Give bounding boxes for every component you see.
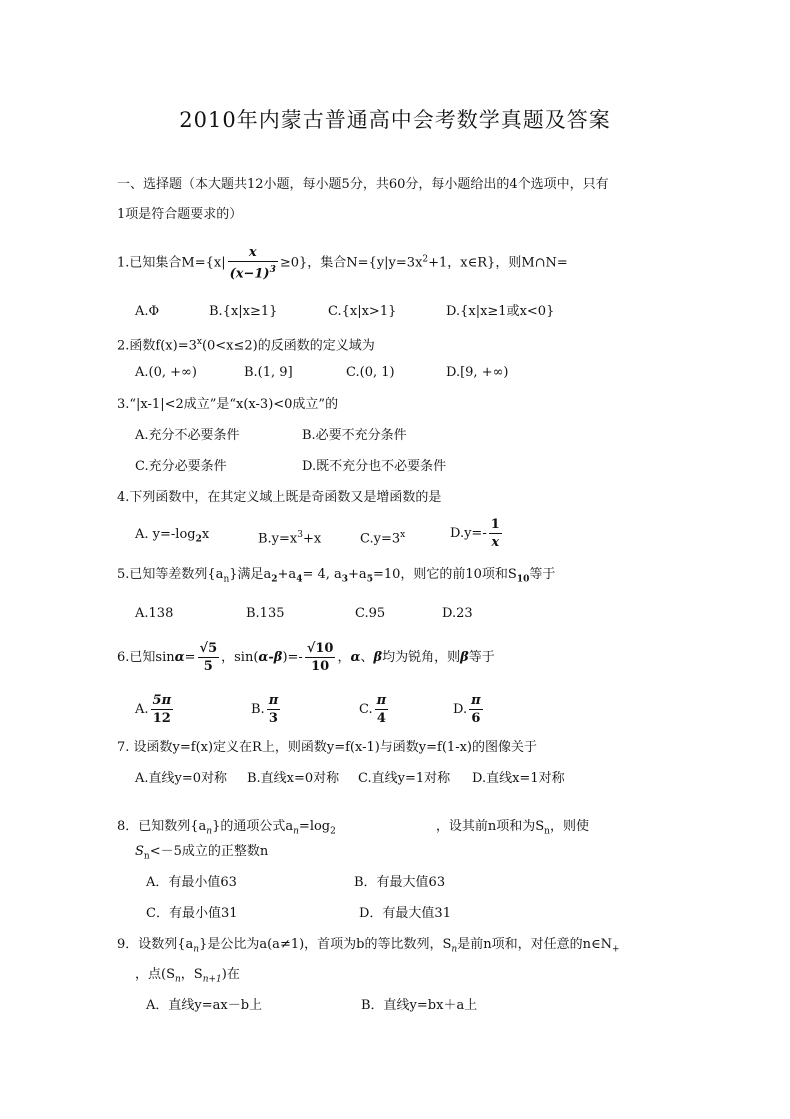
question-9-stem-line-2: ，点($S_n$，$S_{n+1}$)在 <box>135 967 240 985</box>
question-7-stem: 7. 设函数y=f(x)定义在R上，则函数y=f(x-1)与函数y=f(1-x)的图像关于 <box>117 740 537 755</box>
q1-option-b: B.{x|x≥1} <box>209 304 278 319</box>
q1-option-d: D.{x|x≥1或x<0} <box>446 304 555 319</box>
page-title: 2010年内蒙古普通高中会考数学真题及答案 <box>179 108 611 132</box>
q5-option-b: B.135 <box>246 606 285 621</box>
question-5-stem: 5.已知等差数列$\{a_n\}$满足$a_2+a_4= 4$, $a_3+a_5=10$，则它的前10项和$S_{10}$等于 <box>117 567 556 585</box>
section-header-line-2: 1项是符合题要求的） <box>117 207 243 222</box>
q6-option-b: B. $\frac{\pi}{3}$ <box>251 693 279 726</box>
q4-d-fraction: $\frac{1}{x}$ <box>490 517 500 550</box>
q1-option-c: C.{x|x>1} <box>328 304 397 319</box>
q6-fraction-sqrt5: $\frac{√5}{5}$ <box>199 641 218 674</box>
q3-option-a: A.充分不必要条件 <box>135 428 240 443</box>
q2-option-a: A.(0, +∞) <box>135 365 197 380</box>
q7-option-a: A.直线y=0对称 <box>135 771 228 786</box>
q5-option-a: A.138 <box>135 606 174 621</box>
q8-option-a: A．有最小值63 <box>146 875 237 890</box>
q2-option-c: C.(0, 1) <box>346 365 395 380</box>
q6-option-d: D. $\frac{\pi}{6}$ <box>453 693 481 726</box>
q6-option-c: C. $\frac{\pi}{4}$ <box>359 693 387 726</box>
q9-option-a: A．直线y=ax－b上 <box>146 998 263 1013</box>
question-6-stem: 6.已知sinα= $\frac{√5}{5}$ ，sin(α-β)=- $\frac{√10}{10}$ ，α、β均为锐角，则β等于 <box>117 641 495 674</box>
q8-option-b: B．有最大值63 <box>354 875 446 890</box>
q5-option-d: D.23 <box>442 606 473 621</box>
q9-option-b: B．直线y=bx＋a上 <box>361 998 478 1013</box>
section-header-line-1: 一、选择题（本大题共12小题，每小题5分，共60分，每小题给出的4个选项中，只有 <box>117 177 609 192</box>
q1-option-a: A.Φ <box>135 304 160 319</box>
question-3-stem: 3.“|x-1|<2成立”是“x(x-3)<0成立”的 <box>117 397 339 412</box>
question-1-stem: 1.已知集合M={x| $\frac{x}{(x-1)^3}$ ≥0}，集合$N=\{y|y=3x^2+1$，x∈R}，则M∩N= <box>117 245 568 282</box>
question-4-stem: 4.下列函数中，在其定义域上既是奇函数又是增函数的是 <box>117 490 442 505</box>
q7-option-c: C.直线y=1对称 <box>358 771 451 786</box>
question-8-stem-line-2: $S_n<-5$成立的正整数n <box>135 844 269 862</box>
q3-option-b: B.必要不充分条件 <box>302 428 407 443</box>
q1-fraction: $\frac{x}{(x-1)^3}$ <box>229 245 276 282</box>
q2-option-b: B.(1, 9] <box>244 365 293 380</box>
q7-option-b: B.直线x=0对称 <box>247 771 340 786</box>
q4-option-a: A. $y=-\log_2x$ <box>135 527 210 545</box>
q4-option-d: D.y=- $\frac{1}{x}$ <box>450 517 500 550</box>
question-2-stem: 2.函数$f(x)=3^x(0<x\le 2)$的反函数的定义域为 <box>117 337 375 354</box>
q3-option-c: C.充分必要条件 <box>135 459 227 474</box>
q6-option-a: A. $\frac{5\pi}{12}$ <box>135 693 172 726</box>
question-8-stem-line-1: 8．已知数列$\{a_n\}$的通项公式$a_n=\log_2$ ，设其前n项和为$S_n$，则使 <box>117 819 589 837</box>
q8-option-d: D．有最大值31 <box>359 906 451 921</box>
q4-option-b: $B.y=x^3+x$ <box>258 530 322 547</box>
q8-option-c: C．有最小值31 <box>146 906 238 921</box>
q5-option-c: C.95 <box>355 606 386 621</box>
question-9-stem-line-1: 9．设数列$\{a_n\}$是公比为a(a≠1)，首项为b的等比数列，$S_n$是前n项和，对任意的$n\in N_+$ <box>117 937 620 955</box>
q6-fraction-sqrt10: $\frac{√10}{10}$ <box>306 641 334 674</box>
q7-option-d: D.直线x=1对称 <box>472 771 565 786</box>
q4-option-c: $C.y=3^x$ <box>360 530 406 547</box>
q3-option-d: D.既不充分也不必要条件 <box>302 459 447 474</box>
q2-option-d: D.[9, +∞) <box>446 365 509 380</box>
